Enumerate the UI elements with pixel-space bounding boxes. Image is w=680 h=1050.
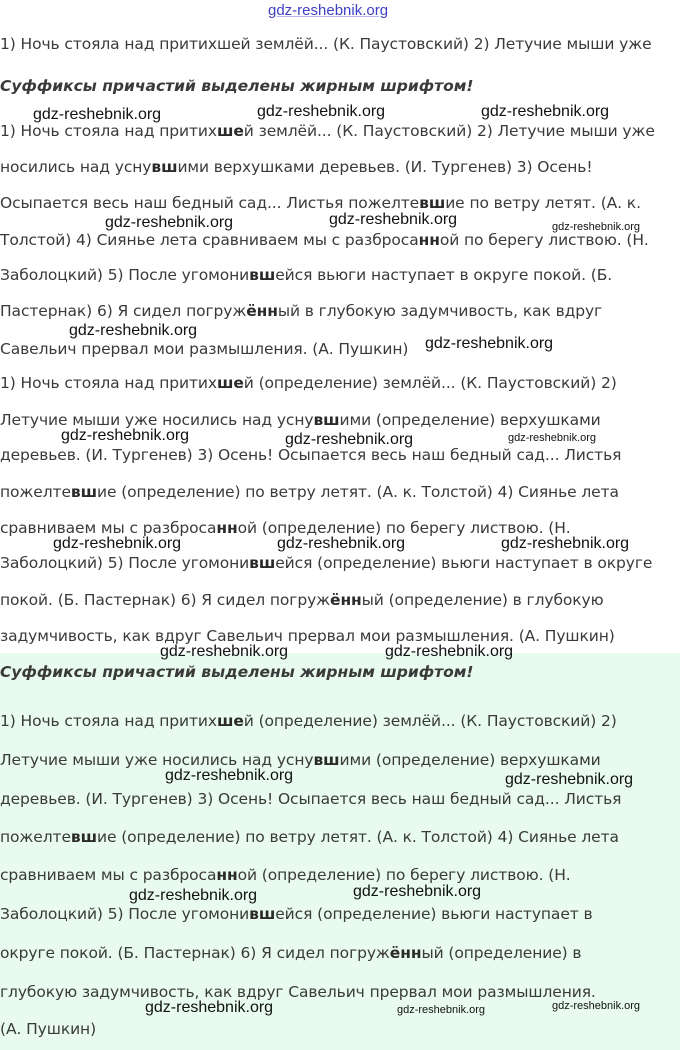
watermark: gdz-reshebnik.org — [552, 1000, 641, 1012]
watermark: gdz-reshebnik.org — [33, 106, 162, 123]
watermark: gdz-reshebnik.org — [508, 432, 597, 444]
block3-line: сравниваем мы с разбросанной (определение) по берегу листвою. (Н. — [0, 866, 571, 884]
block2-line: покой. (Б. Пастернак) 6) Я сидел погружённый (определение) в глубокую — [0, 591, 604, 609]
block2-line: задумчивость, как вдруг Савельич прервал мои размышления. (А. Пушкин) — [0, 627, 615, 645]
block3-line: Летучие мыши уже носились над уснувшими (определение) верхушками — [0, 751, 601, 769]
watermark: gdz-reshebnik.org — [501, 535, 630, 552]
watermark: gdz-reshebnik.org — [285, 431, 414, 448]
intro-line: 1) Ночь стояла над притихшей землёй... (К. Паустовский) 2) Летучие мыши уже — [0, 35, 652, 53]
watermark: gdz-reshebnik.org — [277, 535, 406, 552]
watermark: gdz-reshebnik.org — [160, 643, 289, 660]
block2-line: деревьев. (И. Тургенев) 3) Осень! Осыпается весь наш бедный сад... Листья — [0, 446, 622, 464]
watermark: gdz-reshebnik.org — [481, 103, 610, 120]
block3-line: глубокую задумчивость, как вдруг Савельич прервал мои размышления. — [0, 983, 596, 1001]
block1-line: Савельич прервал мои размышления. (А. Пушкин) — [0, 340, 409, 358]
watermark: gdz-reshebnik.org — [425, 335, 554, 352]
block1-line: Осыпается весь наш бедный сад... Листья пожелтевшие по ветру летят. (А. к. — [0, 194, 641, 212]
block2-line: 1) Ночь стояла над притихшей (определение) землёй... (К. Паустовский) 2) — [0, 374, 617, 392]
block1-line: носились над уснувшими верхушками деревьев. (И. Тургенев) 3) Осень! — [0, 158, 593, 176]
block1-line: Пастернак) 6) Я сидел погружённый в глубокую задумчивость, как вдруг — [0, 302, 603, 320]
watermark: gdz-reshebnik.org — [397, 1004, 486, 1016]
block1-line: 1) Ночь стояла над притихшей землёй... (К. Паустовский) 2) Летучие мыши уже — [0, 122, 655, 140]
block3-line: (А. Пушкин) — [0, 1020, 97, 1038]
watermark: gdz-reshebnik.org — [105, 214, 234, 231]
watermark: gdz-reshebnik.org — [145, 999, 274, 1016]
block3-line: 1) Ночь стояла над притихшей (определение) землёй... (К. Паустовский) 2) — [0, 712, 617, 730]
watermark: gdz-reshebnik.org — [329, 211, 458, 228]
block1-line: Заболоцкий) 5) После угомонившейся вьюги наступает в округе покой. (Б. — [0, 266, 613, 284]
watermark: gdz-reshebnik.org — [69, 322, 198, 339]
block3-line: округе покой. (Б. Пастернак) 6) Я сидел погружённый (определение) в — [0, 944, 582, 962]
block3-line: деревьев. (И. Тургенев) 3) Осень! Осыпается весь наш бедный сад... Листья — [0, 790, 622, 808]
block2-line: Летучие мыши уже носились над уснувшими (определение) верхушками — [0, 411, 601, 429]
block1-line: Толстой) 4) Сиянье лета сравниваем мы с разбросанной по берегу листвою. (Н. — [0, 231, 649, 249]
watermark: gdz-reshebnik.org — [353, 883, 482, 900]
watermark: gdz-reshebnik.org — [129, 887, 258, 904]
note-bold-suffixes: Суффиксы причастий выделены жирным шрифтом! — [0, 77, 474, 95]
note-bold-suffixes-2: Суффиксы причастий выделены жирным шрифтом! — [0, 663, 474, 681]
watermark: gdz-reshebnik.org — [385, 643, 514, 660]
watermark: gdz-reshebnik.org — [257, 103, 386, 120]
block2-line: Заболоцкий) 5) После угомонившейся (определение) вьюги наступает в округе — [0, 554, 653, 572]
watermark: gdz-reshebnik.org — [165, 767, 294, 784]
watermark: gdz-reshebnik.org — [53, 535, 182, 552]
watermark: gdz-reshebnik.org — [61, 427, 190, 444]
block3-line: пожелтевшие (определение) по ветру летят. (А. к. Толстой) 4) Сиянье лета — [0, 828, 619, 846]
watermark: gdz-reshebnik.org — [552, 221, 641, 233]
watermark: gdz-reshebnik.org — [505, 771, 634, 788]
block3-line: Заболоцкий) 5) После угомонившейся (определение) вьюги наступает в — [0, 905, 593, 923]
block2-line: пожелтевшие (определение) по ветру летят. (А. к. Толстой) 4) Сиянье лета — [0, 483, 619, 501]
block2-line: сравниваем мы с разбросанной (определение) по берегу листвою. (Н. — [0, 519, 571, 537]
site-banner-link[interactable]: gdz-reshebnik.org — [268, 2, 389, 19]
